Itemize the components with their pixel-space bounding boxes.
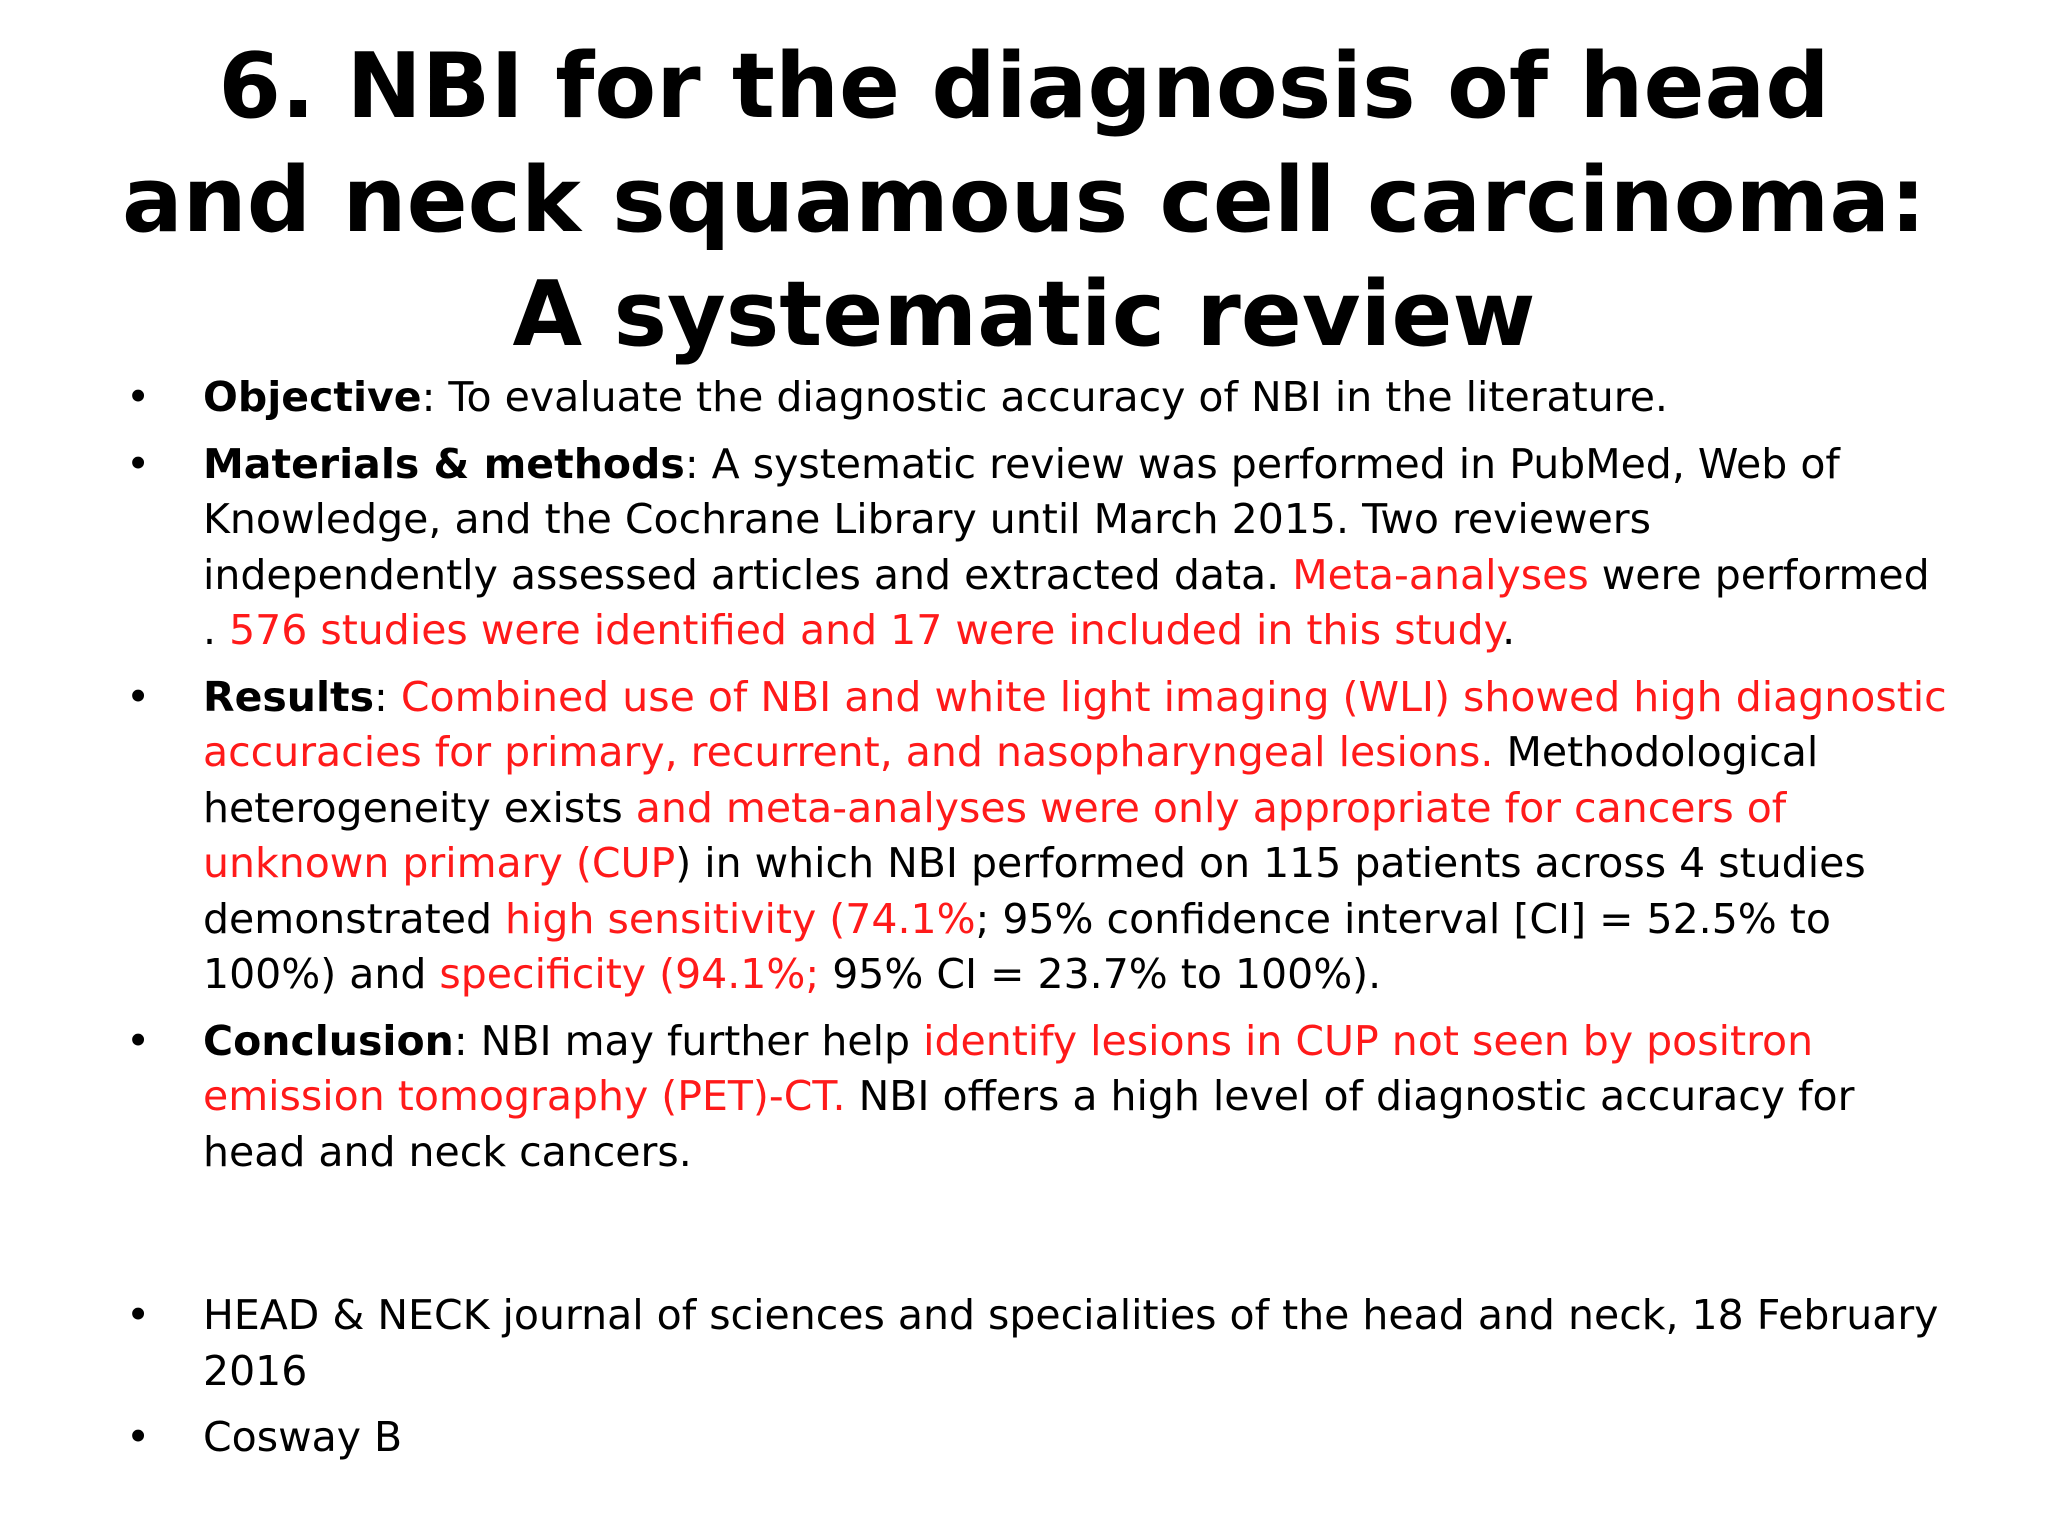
bullet-dot: • <box>126 373 151 421</box>
objective-label: Objective <box>203 373 422 421</box>
conclusion-text-1: : NBI may further help <box>453 1016 924 1065</box>
results-text-1: : <box>374 672 401 721</box>
bullet-methods <box>0 437 1948 659</box>
conclusion-highlight-1: identify lesions in CUP not seen by positron emission tomography (PET)-CT. <box>203 1016 1814 1120</box>
bullet-source <box>0 1288 1948 1399</box>
bullet-list <box>0 370 2048 1477</box>
results-highlight-1: Combined use of NBI and white light imaging (WLI) showed high diagnostic accuracies for primary, recurrent, and nasopharyngeal lesions. <box>203 672 1947 776</box>
bullet-dot: • <box>126 439 151 488</box>
results-text-3: ) in which NBI performed on 115 patients across 4 studies demonstrated <box>203 839 1866 943</box>
bullet-dot: • <box>126 1291 151 1339</box>
methods-text-1: : A systematic review was performed in PubMed, Web of Knowledge, and the Cochrane Library until March 2015. Two reviewers independently assessed articles and extracted data. <box>203 439 1840 599</box>
conclusion-label: Conclusion <box>203 1016 454 1065</box>
methods-text-3: . <box>1502 606 1516 654</box>
bullet-dot: • <box>126 672 151 721</box>
results-label: Results <box>203 672 375 721</box>
bullet-author <box>0 1410 1948 1466</box>
bullet-dot: • <box>126 1413 151 1461</box>
bullet-dot: • <box>126 1016 151 1065</box>
bullet-conclusion <box>0 1014 1948 1181</box>
methods-highlight-2: 576 studies were identified and 17 were included in this study <box>229 606 1503 654</box>
author-name: Cosway B <box>203 1413 403 1461</box>
slide-title: 6. NBI for the diagnosis of head and neck squamous cell carcinoma: A systematic review <box>121 34 1927 367</box>
methods-label: Materials & methods <box>203 439 685 488</box>
results-highlight-2: and meta-analyses were only appropriate for cancers of unknown primary (CUP <box>203 783 1787 887</box>
source-citation: HEAD & NECK journal of sciences and specialities of the head and neck, 18 February 2016 <box>203 1291 1939 1395</box>
bullet-results <box>0 670 1948 1003</box>
methods-highlight-1: Meta-analyses <box>1292 550 1589 599</box>
methods-text-2: were performed . <box>203 550 1930 654</box>
results-highlight-3: high sensitivity (74.1% <box>505 894 976 943</box>
results-text-2: Methodological heterogeneity exists <box>203 728 1819 832</box>
conclusion-text-2: NBI offers a high level of diagnostic accuracy for head and neck cancers. <box>203 1072 1855 1176</box>
results-text-4: ; 95% confidence interval [CI] = 52.5% to 100%) and <box>203 894 1831 998</box>
bullet-objective <box>0 370 1948 426</box>
results-highlight-4: specificity (94.1%; <box>439 950 820 998</box>
objective-text: : To evaluate the diagnostic accuracy of NBI in the literature. <box>421 373 1668 421</box>
results-text-5: 95% CI = 23.7% to 100%). <box>819 950 1382 998</box>
